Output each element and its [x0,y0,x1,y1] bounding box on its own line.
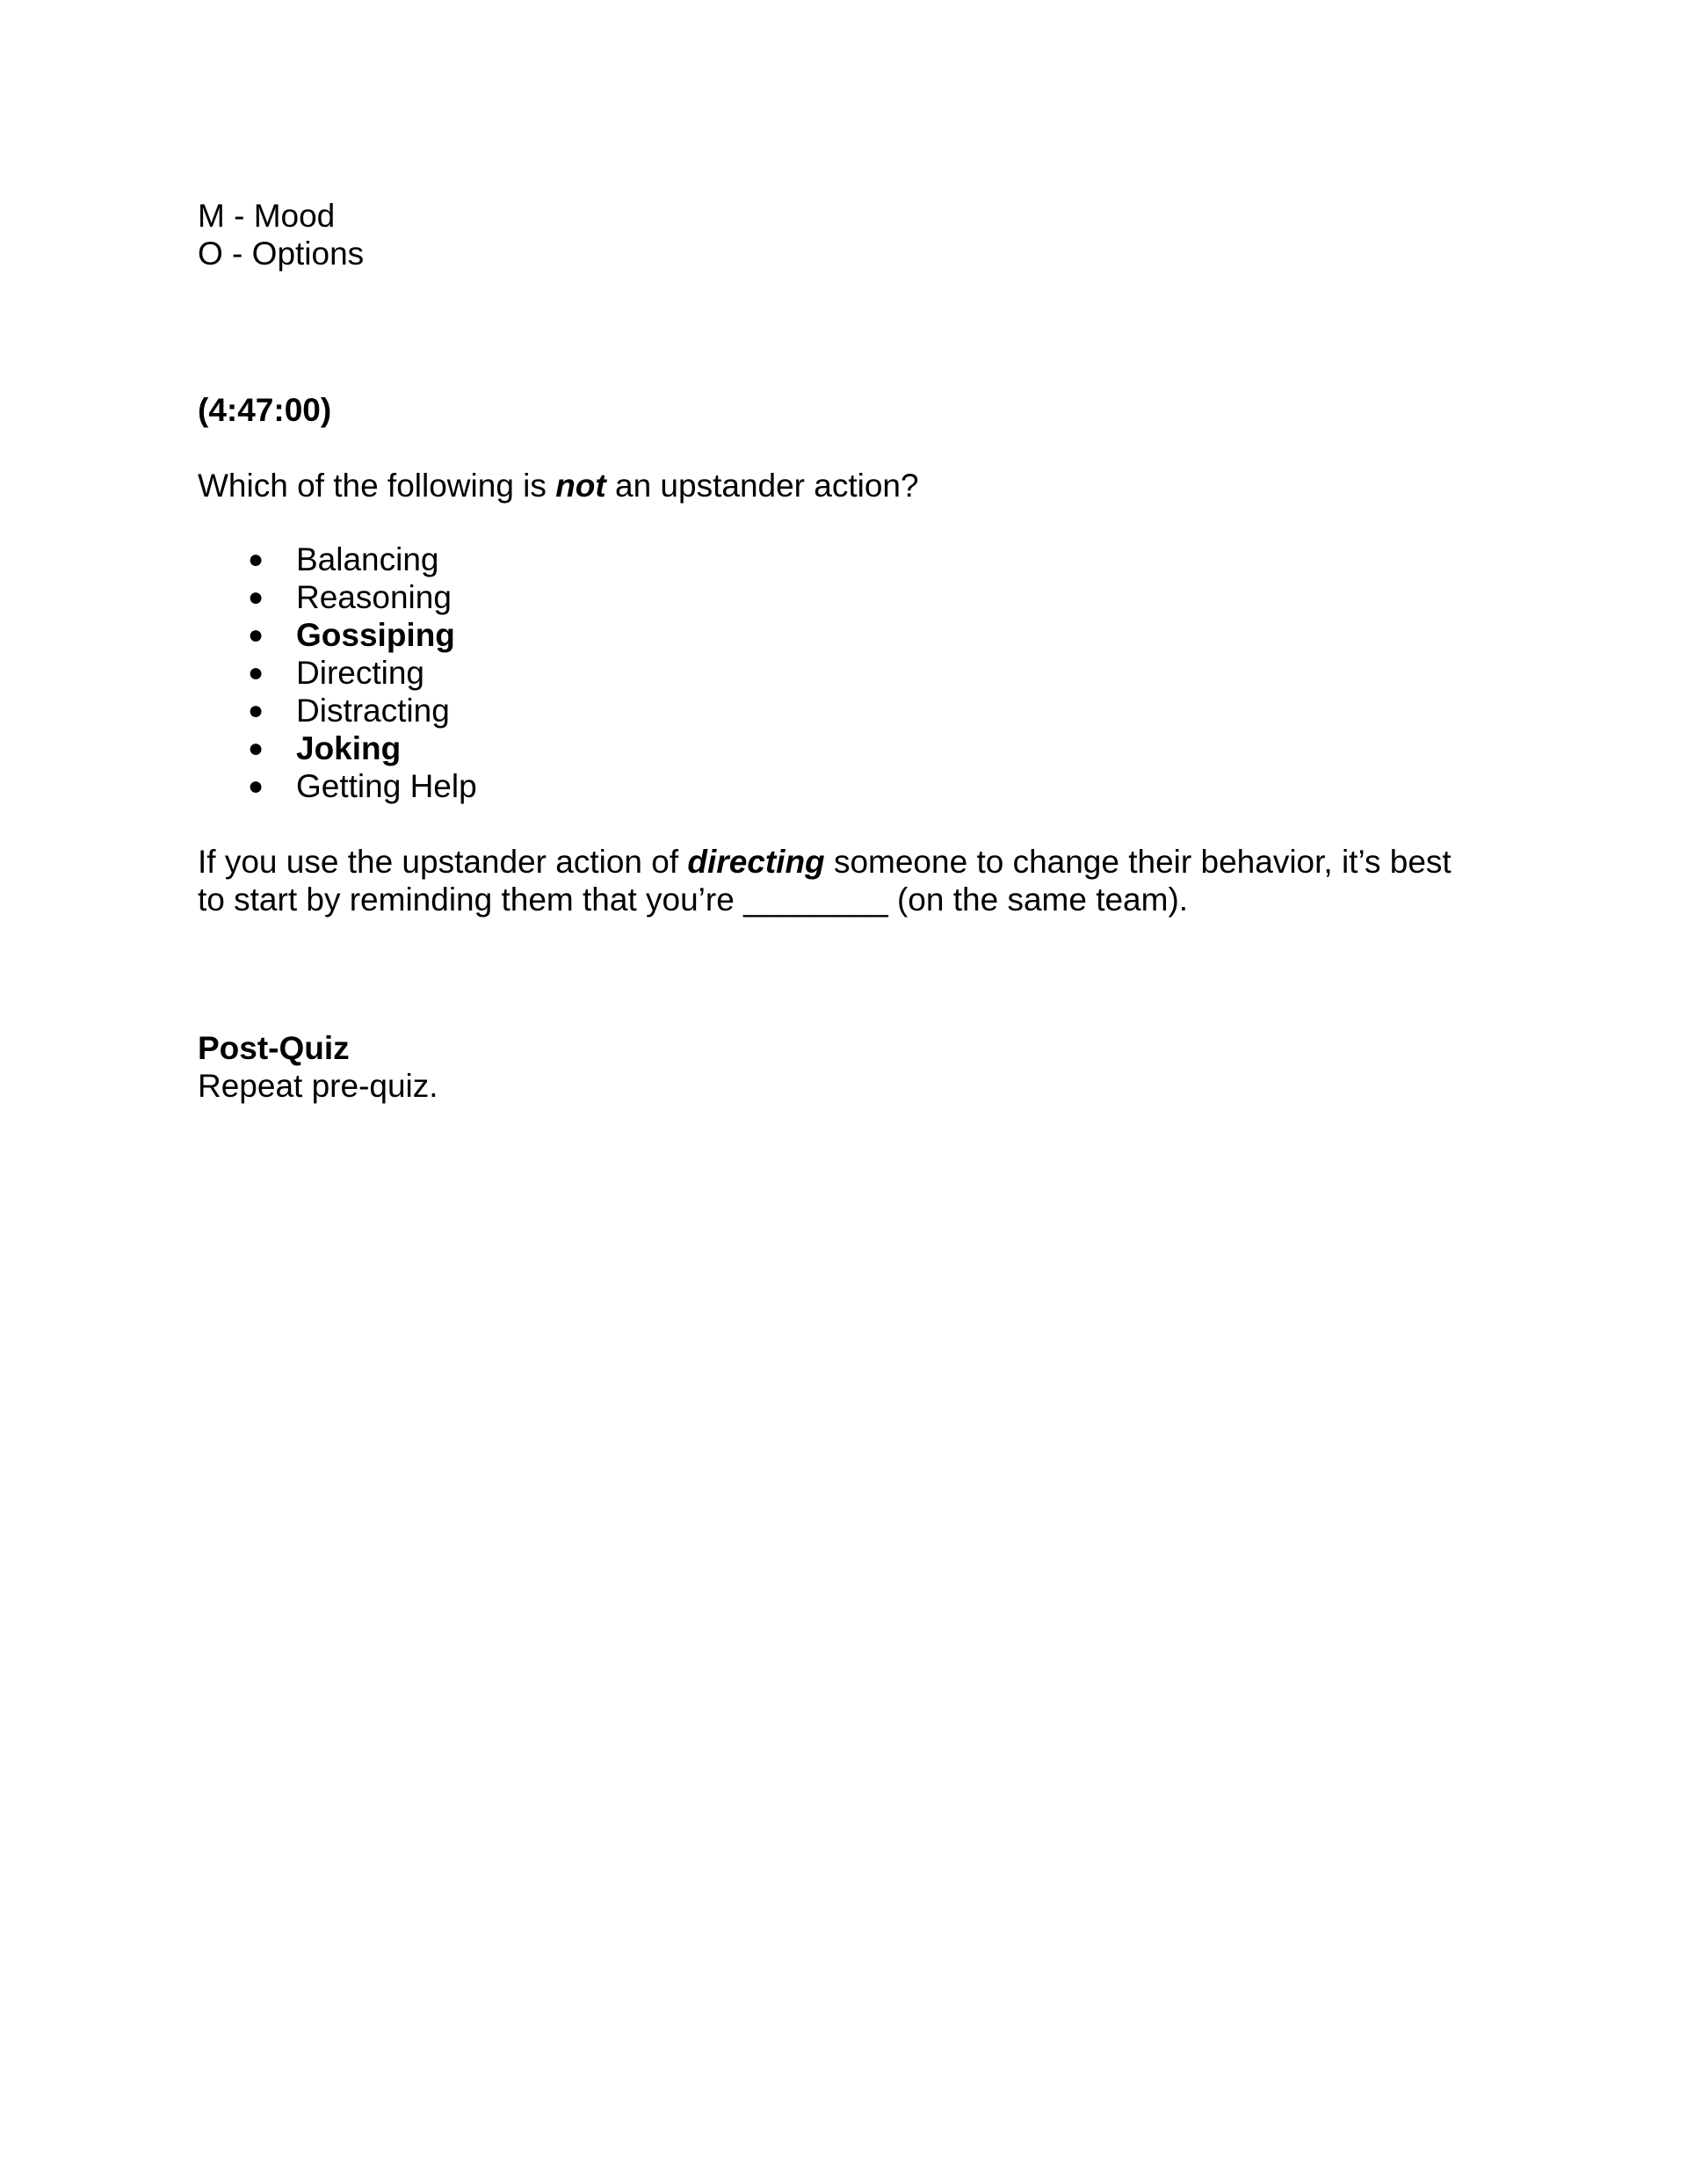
acronym-line-options: O - Options [198,236,365,272]
bullet-icon: ● [248,772,264,801]
list-item [198,692,477,729]
option-reasoning: Reasoning [296,579,452,615]
post-quiz-heading: Post-Quiz [198,1030,350,1066]
option-distracting: Distracting [296,693,450,729]
bullet-icon: ● [248,658,264,687]
option-gossiping: Gossiping [296,617,455,653]
question-text-before: Which of the following is [198,468,556,504]
question-text-after: an upstander action? [605,468,919,504]
bullet-icon: ● [248,583,264,612]
list-item [198,616,477,654]
option-getting-help: Getting Help [296,768,477,804]
list-item [198,578,477,616]
list-item [198,729,477,767]
post-quiz-text: Repeat pre-quiz. [198,1068,438,1104]
list-item [198,541,477,578]
post-quiz-section [198,1029,438,1105]
question-directing-before: If you use the upstander action of [198,844,688,880]
option-joking: Joking [296,730,402,766]
acronym-list [198,197,1498,272]
acronym-line-mood: M - Mood [198,198,336,234]
question-directing-line-2: to start by reminding them that you’re ________ (on the same team). [198,882,1189,918]
question-emphasis: not [555,468,606,504]
question-directing [198,843,1498,918]
timestamp-heading: (4:47:00) [198,392,332,428]
question-directing-line-1 [198,843,1498,881]
option-directing: Directing [296,655,424,691]
bullet-icon: ● [248,620,264,649]
list-item [198,767,477,805]
answer-options-list [198,541,477,805]
bullet-icon: ● [248,734,264,763]
list-item [198,654,477,692]
document-page [198,197,1498,1104]
bullet-icon: ● [248,545,264,574]
question-not-upstander [198,467,919,504]
question-directing-after: someone to change their behavior, it’s best [824,844,1452,880]
question-directing-emphasis: directing [687,844,825,880]
option-balancing: Balancing [296,541,439,577]
bullet-icon: ● [248,696,264,725]
